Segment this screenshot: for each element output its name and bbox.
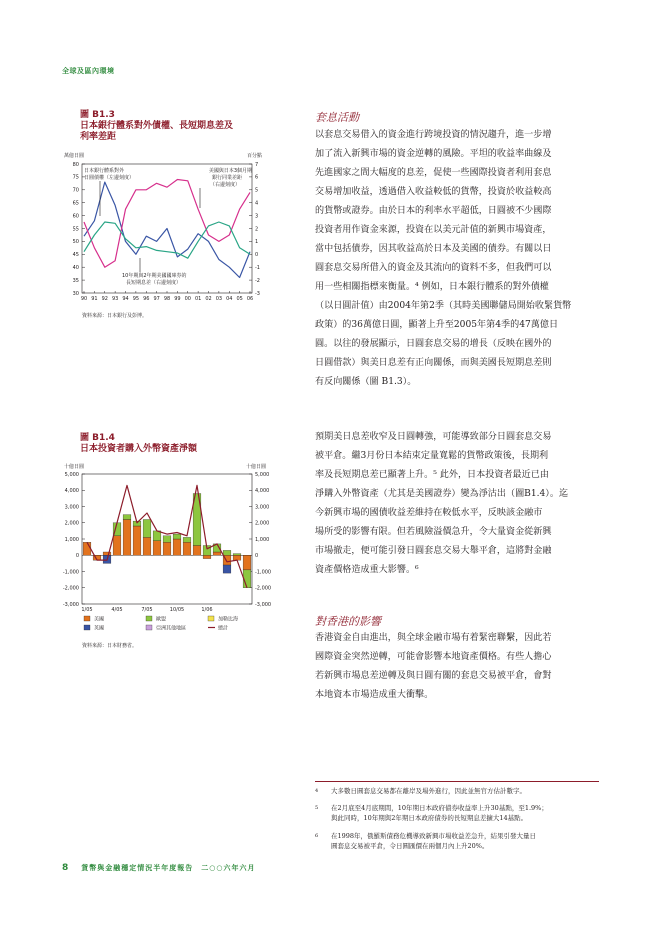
right-tick-label: -1 xyxy=(255,265,260,271)
footnote-5 xyxy=(315,803,601,827)
footnote-6 xyxy=(315,831,601,855)
x-tick-label: 03 xyxy=(215,296,223,302)
text-line: 以套息交易借入的資金進行跨境投資的情況趨升，進一步增 xyxy=(315,130,552,140)
footnote-text: 圓套息交易被平倉，令日圓匯價在兩個月內上升20%。 xyxy=(331,842,489,850)
left-tick-label: 55 xyxy=(72,226,79,233)
right-tick-label: 0 xyxy=(255,553,259,560)
figure-b1-3 xyxy=(80,110,265,143)
text-line: 交易增加收益，透過借入收益較低的貨幣，投資於收益較高 xyxy=(315,187,552,197)
left-tick-label: 35 xyxy=(72,277,79,284)
x-tick-label: 95 xyxy=(132,296,140,302)
x-tick-label: 1/06 xyxy=(201,607,213,613)
right-tick-label: -2 xyxy=(255,277,260,284)
text-line: 香港資金自由進出，與全球金融市場有着緊密聯繫，因此若 xyxy=(315,633,552,643)
footnote-text: 在1998年，俄羅斯債務危機導致新興市場收益差急升，結果引發大量日 xyxy=(331,832,537,840)
x-tick-label: 1/05 xyxy=(81,607,93,613)
x-tick-label: 97 xyxy=(153,296,160,302)
footnote-text-block xyxy=(331,831,536,851)
bar-segment xyxy=(233,555,241,560)
bar-segment xyxy=(203,555,211,558)
right-tick-label: 5,000 xyxy=(255,471,270,478)
legend-label: 亞洲其他地區 xyxy=(156,625,187,632)
left-tick-label: 65 xyxy=(72,200,79,207)
bar-segment xyxy=(213,552,221,555)
left-tick-label: 45 xyxy=(72,252,79,259)
text-line: 資產價格造成重大影響。⁶ xyxy=(315,565,419,575)
right-tick-label: 3,000 xyxy=(255,504,270,511)
text-line: 率及長短期息差已顯著上升。⁵ 此外，日本投資者最近已由 xyxy=(315,470,549,480)
left-tick-label: 2,000 xyxy=(64,520,79,527)
annotation-us-japan-spread-2: 銀行同業差距 xyxy=(211,175,242,181)
page-number: 8 xyxy=(62,863,70,873)
footnote-text: 與此同時，10年期與2年期日本政府債券的長短期息差擴大14基點。 xyxy=(331,814,528,822)
left-tick-label: 3,000 xyxy=(64,504,79,511)
bar-chart xyxy=(62,460,272,650)
bar-segment xyxy=(123,515,131,520)
footnote-4 xyxy=(315,786,601,800)
bar-segment xyxy=(173,539,181,555)
left-tick-label: -3,000 xyxy=(62,601,79,608)
footnote-rule xyxy=(315,781,599,782)
left-tick-label: 60 xyxy=(72,213,79,220)
text-line: 本地資本市場造成重大衝擊。 xyxy=(315,690,434,700)
section-header: 全球及區內環境 xyxy=(62,67,115,75)
right-tick-label: 2 xyxy=(255,226,259,233)
left-tick-label: 70 xyxy=(72,187,79,194)
figure-b1-4 xyxy=(80,433,265,455)
right-tick-label: -3,000 xyxy=(255,601,272,608)
annotation-us-japan-spread: 美國與日本3個月期 xyxy=(208,168,252,174)
left-tick-label: -1,000 xyxy=(62,569,79,576)
text-line: （以日圓計值）由2004年第2季（其時美國聯儲局開始收緊貨幣 xyxy=(315,301,572,311)
section-heading-hong-kong: 對香港的影響 xyxy=(315,615,381,628)
bar-segment xyxy=(153,541,161,556)
left-tick-label: 30 xyxy=(72,290,79,297)
text-line: 用一些相關指標來衡量。⁴ 例如，日本銀行體系的對外債權 xyxy=(315,282,549,292)
legend-swatch xyxy=(84,616,90,621)
bar-segment xyxy=(113,536,121,556)
text-line: 淨購入外幣資產（尤其是美國證券）變為淨沽出（圖B1.4）。迄 xyxy=(315,489,569,499)
publication-title: 貨幣與金融穩定情況半年度報告 二○○六年六月 xyxy=(81,864,256,872)
annotation-external-claims-2: 日圓債權（左邊刻度） xyxy=(84,175,135,181)
text-line: 有反向關係（圖 B1.3）。 xyxy=(315,377,417,387)
text-line: 若新興市場息差逆轉及與日圓有關的套息交易被平倉，會對 xyxy=(315,671,552,681)
text-line: 圓套息交易所借入的資金及其流向的資料不多，但我們可以 xyxy=(315,263,552,273)
x-tick-label: 98 xyxy=(163,296,171,302)
bar-segment xyxy=(123,520,131,556)
right-tick-label: 1 xyxy=(255,239,259,246)
figure-title-line1: 日本銀行體系對外債權、長短期息差及 xyxy=(80,121,234,131)
bar-segment xyxy=(223,550,231,555)
x-tick-label: 94 xyxy=(122,296,129,302)
legend-label: 美國 xyxy=(94,616,105,623)
bar-segment xyxy=(183,542,191,555)
left-tick-label: 80 xyxy=(72,161,79,168)
bar-segment xyxy=(143,537,151,555)
right-tick-label: 4,000 xyxy=(255,488,270,495)
right-axis-unit: 百分點 xyxy=(246,153,262,159)
legend-label: 英國 xyxy=(94,625,105,632)
text-line: 先進國家之間大幅度的息差，促使一些國際投資者利用套息 xyxy=(315,168,552,178)
annotation-external-claims: 日本銀行體系對外 xyxy=(84,168,125,174)
left-tick-label: -2,000 xyxy=(62,585,79,592)
right-tick-label: 3 xyxy=(255,213,259,220)
annotation-term-spread: 10年期與2年期美國國庫券的 xyxy=(122,273,187,279)
bar-segment xyxy=(163,536,171,543)
figure-label: 圖 B1.4 xyxy=(80,433,115,443)
series-line xyxy=(84,222,250,258)
x-tick-label: 92 xyxy=(101,296,108,302)
legend-swatch xyxy=(146,616,152,621)
right-tick-label: 5 xyxy=(255,187,259,194)
right-tick-label: 7 xyxy=(255,161,259,168)
legend-swatch xyxy=(84,625,90,630)
bar-segment xyxy=(83,542,91,555)
left-tick-label: 5,000 xyxy=(64,471,79,478)
text-line: 國際資金突然逆轉，可能會影響本地資產價格。有些人擔心 xyxy=(315,652,552,662)
figure-title-line2: 利率差距 xyxy=(80,132,117,142)
legend-label: 總計 xyxy=(218,625,229,632)
footnote-text-block xyxy=(331,803,548,823)
bar-segment xyxy=(143,520,151,538)
legend-label: 加勒比海 xyxy=(218,616,239,623)
bar-segment xyxy=(173,534,181,539)
text-line: 政策）的36萬億日圓，顯著上升至2005年第4季的47萬億日 xyxy=(315,320,559,330)
footnote-mark: 4 xyxy=(315,788,319,794)
bar-segment xyxy=(163,542,171,555)
text-line: 圓。以往的發展顯示，日圓套息交易的增長（反映在國外的 xyxy=(315,339,552,349)
x-tick-label: 96 xyxy=(143,296,150,302)
left-tick-label: 4,000 xyxy=(64,488,79,495)
bar-segment xyxy=(223,565,231,573)
x-tick-label: 7/05 xyxy=(141,607,153,613)
left-axis-unit: 萬億日圓 xyxy=(64,153,85,159)
legend-swatch xyxy=(146,625,152,630)
left-tick-label: 1,000 xyxy=(64,536,79,543)
text-line: 的貨幣或證券。由於日本的利率水平超低，日圓被不少國際 xyxy=(315,206,552,216)
x-tick-label: 90 xyxy=(80,296,88,302)
x-tick-label: 04 xyxy=(226,296,233,302)
footnote-text: 在2月底至4月底期間，10年期日本政府債券收益率上升30基點，至1.9%； xyxy=(331,804,548,812)
bar-segment xyxy=(243,555,251,570)
text-line: 場所受的影響有限。但若風險溢價急升，令大量資金從新興 xyxy=(315,527,552,537)
footnote-mark: 5 xyxy=(315,805,319,811)
bar-segment xyxy=(103,552,111,555)
section1-body xyxy=(315,126,601,392)
legend-swatch xyxy=(208,616,214,621)
right-tick-label: -3 xyxy=(255,290,260,297)
section3-body xyxy=(315,629,601,705)
footnote-mark: 6 xyxy=(315,833,319,839)
text-line: 市場撤走，便可能引發日圓套息交易大舉平倉，這將對金融 xyxy=(315,546,552,556)
right-tick-label: 6 xyxy=(255,174,259,181)
section2-body xyxy=(315,428,601,580)
bar-segment xyxy=(183,537,191,542)
annotation-us-japan-spread-3: （右邊刻度） xyxy=(209,182,240,188)
chart1-source: 資料來源：日本銀行及彭博。 xyxy=(82,313,148,319)
chart2-source: 資料來源：日本財務省。 xyxy=(82,643,138,649)
right-tick-label: 0 xyxy=(255,252,259,259)
x-tick-label: 01 xyxy=(194,296,202,302)
bar-segment xyxy=(233,554,241,556)
x-tick-label: 05 xyxy=(236,296,243,302)
x-tick-label: 99 xyxy=(174,296,181,302)
section-heading-carry-trade: 套息活動 xyxy=(315,111,359,124)
x-tick-label: 93 xyxy=(111,296,119,302)
left-axis-unit: 十億日圓 xyxy=(64,464,85,470)
left-tick-label: 50 xyxy=(72,239,79,246)
x-tick-label: 06 xyxy=(246,296,254,302)
right-axis-unit: 十億日圓 xyxy=(245,464,266,470)
right-tick-label: -1,000 xyxy=(255,569,272,576)
text-line: 當中包括債券，因其收益高於日本及美國的債券。有關以日 xyxy=(315,244,552,254)
x-tick-label: 91 xyxy=(91,296,98,302)
right-tick-label: 2,000 xyxy=(255,520,270,527)
line-chart xyxy=(62,148,270,310)
left-tick-label: 75 xyxy=(72,174,79,181)
left-tick-label: 0 xyxy=(75,553,79,560)
page-footer xyxy=(62,863,255,873)
right-tick-label: 4 xyxy=(255,200,259,207)
bar-segment xyxy=(193,546,201,556)
annotation-term-spread-2: 長短期息差（右邊刻度） xyxy=(126,280,182,286)
right-tick-label: 1,000 xyxy=(255,536,270,543)
series-line xyxy=(84,182,250,277)
footnote-text: 大多數日圓套息交易都在離岸及場外進行，因此並無官方估計數字。 xyxy=(331,787,526,795)
right-tick-label: -2,000 xyxy=(255,585,272,592)
x-tick-label: 00 xyxy=(184,296,191,302)
text-line: 加了流入新興市場的資金逆轉的風險。平坦的收益率曲線及 xyxy=(315,149,552,159)
text-line: 今新興市場的國債收益差維持在較低水平，反映該金融市 xyxy=(315,508,543,518)
figure-title-line1: 日本投資者購入外幣資產淨額 xyxy=(80,444,198,454)
text-line: 被平倉。繼3月份日本結束定量寬鬆的貨幣政策後，長期利 xyxy=(315,451,549,461)
text-line: 投資者用作資金來源，投資在以美元計值的新興市場資產， xyxy=(315,225,552,235)
bar-segment xyxy=(133,526,141,555)
text-line: 日圓借款）與美日息差有正向關係，而與美國長短期息差則 xyxy=(315,358,552,368)
figure-label: 圖 B1.3 xyxy=(80,110,115,120)
text-line: 預期美日息差收窄及日圓轉強，可能導致部分日圓套息交易 xyxy=(315,432,552,442)
x-tick-label: 4/05 xyxy=(111,607,123,613)
legend-label: 歐盟 xyxy=(156,616,167,623)
x-tick-label: 10/05 xyxy=(169,607,185,613)
left-tick-label: 40 xyxy=(72,265,79,271)
x-tick-label: 02 xyxy=(205,296,212,302)
